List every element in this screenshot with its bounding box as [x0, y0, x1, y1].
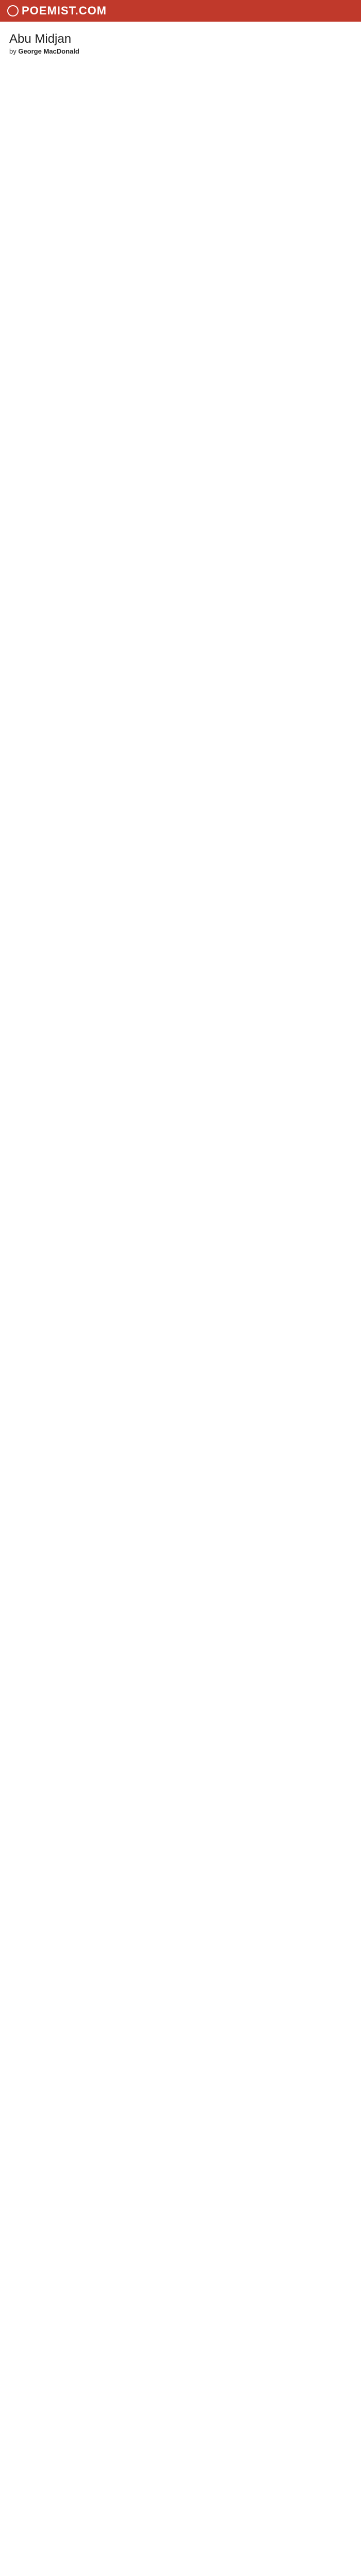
site-logo[interactable] — [7, 4, 107, 18]
author-prefix: by — [9, 47, 19, 55]
site-brand: POEMIST.COM — [22, 4, 107, 17]
poem-byline — [9, 47, 352, 55]
poem-author[interactable]: George MacDonald — [18, 47, 79, 55]
site-header — [0, 0, 361, 22]
logo-icon — [7, 5, 19, 16]
main-content — [0, 22, 361, 87]
poem-title: Abu Midjan — [9, 32, 72, 46]
